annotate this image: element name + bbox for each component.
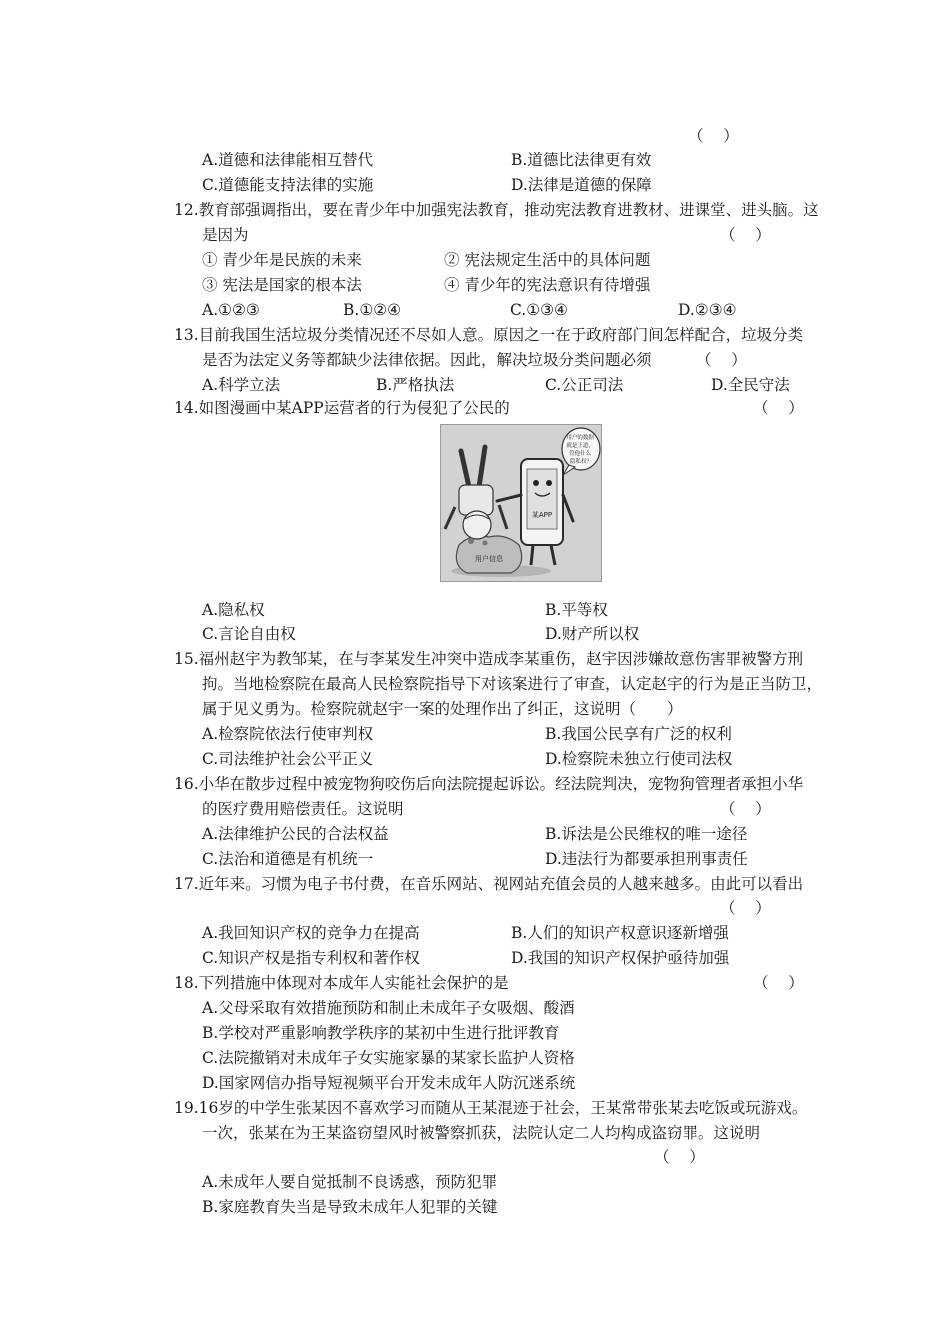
q16-option-d: D.违法行为都要承担刑事责任 [545,850,748,868]
q15-option-a: A.检察院依法行使审判权 [202,725,374,743]
q18-option-b: B.学校对严重影响教学秩序的某初中生进行批评教育 [202,1024,560,1042]
bubble-line-4: 隐私权？ [569,459,593,465]
q12-option-a: A.①②③ [202,301,260,319]
q13-stem-line1: 13.目前我国生活垃圾分类情况还不尽如人意。原因之一在于政府部门间怎样配合，垃圾分类 [174,326,804,344]
answer-blank: （ ） [720,899,771,917]
q13-option-b: B.严格执法 [376,376,455,394]
q12-stem-line1: 12.教育部强调指出，要在青少年中加强宪法教育，推动宪法教育进教材、进课堂、进头脑。这 [174,201,819,219]
bubble-line-2: 就是王道， [566,443,594,449]
q15-stem-line1: 15.福州赵宇为教邹某，在与李某发生冲突中造成李某重伤，赵宇因涉嫌故意伤害罪被警方刑 [174,650,804,668]
q16-stem-line1: 16.小华在散步过程中被宠物狗咬伤后向法院提起诉讼。经法院判决，宠物狗管理者承担小华 [174,775,804,793]
q16-option-c: C.法治和道德是有机统一 [202,850,374,868]
q16-option-a: A.法律维护公民的合法权益 [202,825,389,843]
q11-option-d: D.法律是道德的保障 [511,176,652,194]
q13-stem-line2: 是否为法定义务等都缺少法律依据。因此，解决垃圾分类问题必须 [202,351,652,369]
bubble-line-3: 管他什么 [569,451,592,457]
q14-option-d: D.财产所以权 [545,625,640,643]
bubble-line-1: 用户的数据 [566,435,594,441]
answer-blank: （ ） [696,351,747,369]
answer-blank: （ ） [688,127,739,145]
q15-stem-line3: 属于见义勇为。检察院就赵宇一案的处理作出了纠正，这说明（ ） [202,700,683,718]
answer-blank: （ ） [753,399,804,417]
q17-option-b: B.人们的知识产权意识逐新增强 [511,924,729,942]
q12-stem-line2: 是因为 [202,226,249,244]
q12-option-d: D.②③④ [678,301,737,319]
q11-option-c: C.道德能支持法律的实施 [202,176,374,194]
q12-item-2: ② 宪法规定生活中的具体问题 [444,251,651,269]
q15-option-c: C.司法维护社会公平正义 [202,750,374,768]
q14-stem: 14.如图漫画中某APP运营者的行为侵犯了公民的 [174,399,510,417]
bag-label: 用户信息 [475,555,503,563]
q18-option-c: C.法院撤销对未成年子女实施家暴的某家长监护人资格 [202,1049,575,1067]
q18-stem: 18.下列措施中体现对本成年人实能社会保护的是 [174,974,509,992]
q16-option-b: B.诉法是公民维权的唯一途径 [545,825,748,843]
q18-option-d: D.国家网信办指导短视频平台开发未成年人防沉迷系统 [202,1074,576,1092]
q15-stem-line2: 拘。当地检察院在最高人民检察院指导下对该案进行了审查，认定赵宇的行为是正当防卫， [202,675,823,693]
q19-option-a: A.未成年人要自觉抵制不良诱惑，预防犯罪 [202,1173,498,1191]
q14-option-a: A.隐私权 [202,601,265,619]
q17-option-c: C.知识产权是指专利权和著作权 [202,949,420,967]
q18-option-a: A.父母采取有效措施预防和制止未成年子女吸烟、酸酒 [202,999,575,1017]
answer-blank: （ ） [654,1148,705,1166]
q12-item-4: ④ 青少年的宪法意识有待增强 [444,276,651,294]
phone-label: 某APP [531,511,553,519]
q19-option-b: B.家庭教育失当是导致未成年人犯罪的关键 [202,1198,498,1216]
q15-option-d: D.检察院未独立行使司法权 [545,750,733,768]
q15-option-b: B.我国公民享有广泛的权利 [545,725,732,743]
q17-option-a: A.我回知识产权的竞争力在提高 [202,924,420,942]
q19-stem-line2: 一次，张某在为王某盗窃望风时被警察抓获，法院认定二人均构成盗窃罪。这说明 [202,1124,761,1142]
q14-option-b: B.平等权 [545,601,608,619]
answer-blank: （ ） [720,800,771,818]
q16-stem-line2: 的医疗费用赔偿责任。这说明 [202,800,404,818]
q13-option-a: A.科学立法 [202,376,281,394]
q12-option-c: C.①③④ [510,301,568,319]
q11-option-b: B.道德比法律更有效 [511,151,652,169]
q13-option-d: D.全民守法 [711,376,790,394]
q12-item-3: ③ 宪法是国家的根本法 [202,276,362,294]
answer-blank: （ ） [720,226,771,244]
answer-blank: （ ） [753,974,804,992]
q17-option-d: D.我国的知识产权保护亟待加强 [511,949,730,967]
q13-option-c: C.公正司法 [545,376,624,394]
q12-option-b: B.①②④ [343,301,402,319]
q12-item-1: ① 青少年是民族的未来 [202,251,362,269]
q11-option-a: A.道德和法律能相互替代 [202,151,374,169]
q19-stem-line1: 19.16岁的中学生张某因不喜欢学习而随从王某混迹于社会，王某常带张某去吃饭或玩游戏。 [174,1099,808,1117]
app-privacy-cartoon [440,424,602,582]
q17-stem-line1: 17.近年来。习惯为电子书付费，在音乐网站、视网站充值会员的人越来越多。由此可以看出 [174,875,804,893]
q14-option-c: C.言论自由权 [202,625,296,643]
